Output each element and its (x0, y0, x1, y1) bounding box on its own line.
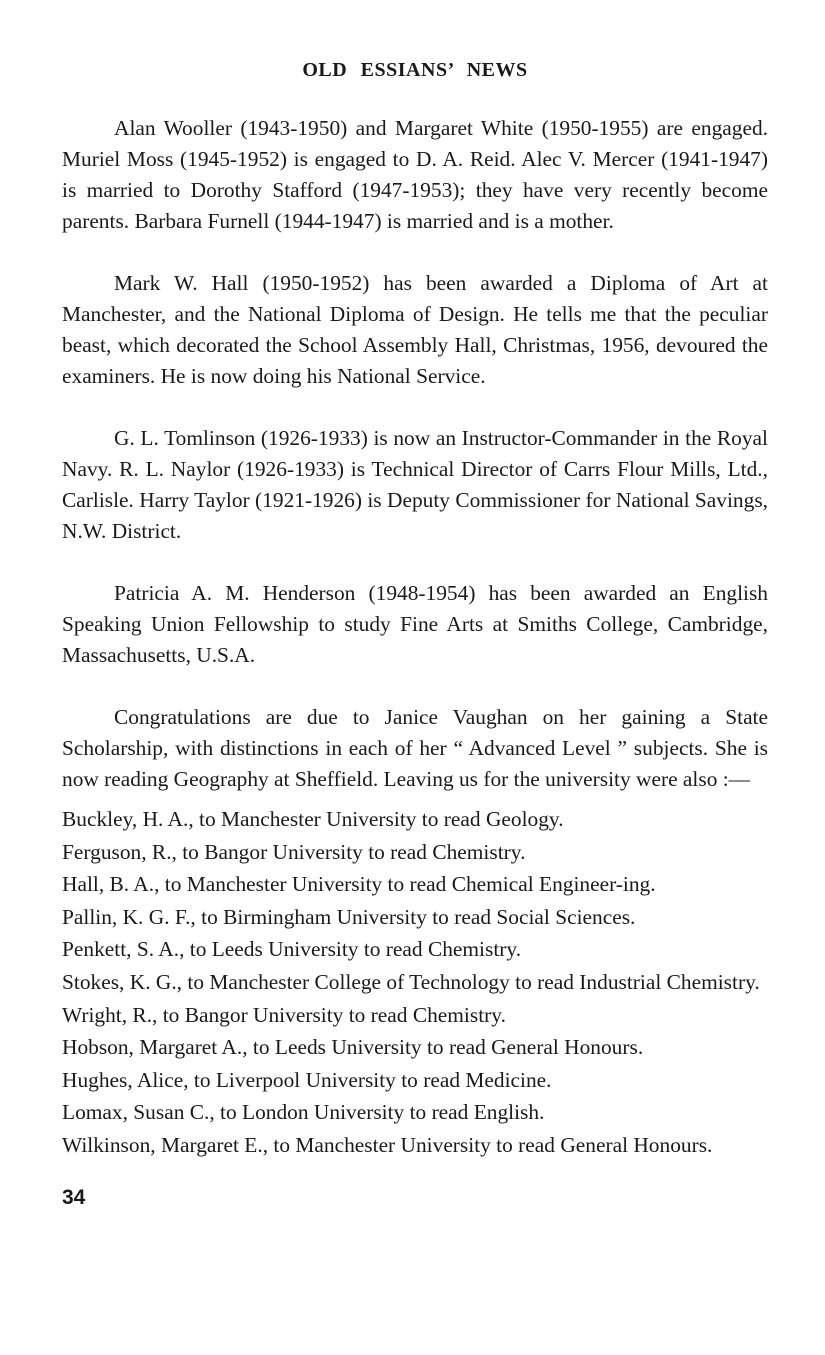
university-leavers-list (62, 805, 768, 1160)
paragraph-congratulations: Congratulations are due to Janice Vaughan on her gaining a State Scholarship, with distinctions in each of her “ Advanced Level ” subjects. She is now reading Geography at Sheffield. Leaving us for the university were also :— (62, 705, 768, 791)
list-item: Stokes, K. G., to Manchester College of Technology to read Industrial Chemistry. (62, 969, 760, 994)
list-item: Buckley, H. A., to Manchester University to read Geology. (62, 807, 564, 831)
list-item: Lomax, Susan C., to London University to read English. (62, 1100, 545, 1125)
document-page (62, 0, 768, 1242)
list-item: Hughes, Alice, to Liverpool University to read Medicine. (62, 1067, 552, 1092)
list-item: Hobson, Margaret A., to Leeds University to read General Honours. (62, 1035, 644, 1060)
list-item: Penkett, S. A., to Leeds University to read Chemistry. (62, 937, 522, 962)
page-title: OLD ESSIANS’ NEWS (302, 59, 528, 81)
list-item: Wright, R., to Bangor University to read Chemistry. (62, 1002, 506, 1027)
page-number: 34 (62, 1185, 86, 1209)
list-item: Pallin, K. G. F., to Birmingham University to read Social Sciences. (62, 904, 636, 929)
paragraph-appointments: G. L. Tomlinson (1926-1933) is now an Instructor-Commander in the Royal Navy. R. L. Naylor (1926-1933) is Technical Director of Carrs Flour Mills, Ltd., Carlisle. Harry Taylor (1921-1926) is Deputy Commissioner for National Savings, N.W. District. (62, 426, 768, 543)
paragraph-henderson: Patricia A. M. Henderson (1948-1954) has been awarded an English Speaking Union Fellowship to study Fine Arts at Smiths College, Cambridge, Massachusetts, U.S.A. (62, 581, 768, 667)
list-item: Wilkinson, Margaret E., to Manchester University to read General Honours. (62, 1132, 713, 1157)
list-item: Ferguson, R., to Bangor University to read Chemistry. (62, 839, 526, 864)
paragraph-engagements: Alan Wooller (1943-1950) and Margaret White (1950-1955) are engaged. Muriel Moss (1945-1952) is engaged to D. A. Reid. Alec V. Mercer (1941-1947) is married to Dorothy Stafford (1947-1953); they have very recently become parents. Barbara Furnell (1944-1947) is married and is a mother. (62, 116, 768, 233)
list-item: Hall, B. A., to Manchester University to read Chemical Engineer-ing. (62, 872, 656, 897)
paragraph-mark-hall: Mark W. Hall (1950-1952) has been awarded a Diploma of Art at Manchester, and the National Diploma of Design. He tells me that the peculiar beast, which decorated the School Assembly Hall, Christmas, 1956, devoured the examiners. He is now doing his National Service. (62, 271, 768, 388)
